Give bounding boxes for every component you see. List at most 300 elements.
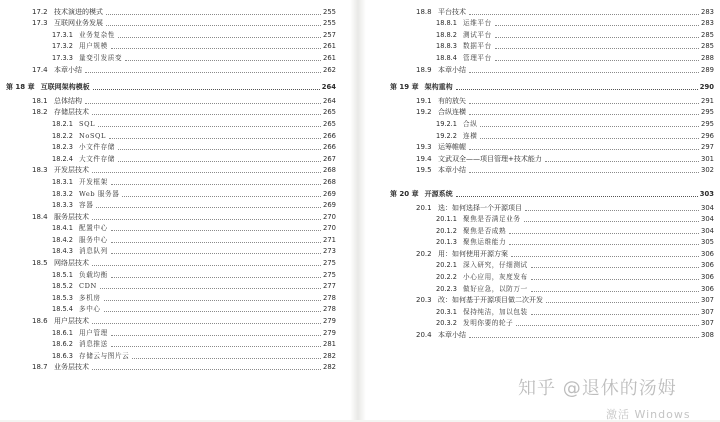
toc-section-entry [390,202,714,214]
page-number: 297 [701,143,714,152]
toc-section-entry [6,95,336,107]
section-number: 17.3.3 [52,53,73,62]
section-number: 18.2.4 [52,154,73,163]
section-title: 总体结构 [54,96,82,105]
dot-leader [92,322,321,324]
page-number: 268 [323,166,336,175]
section-title: 用户层技术 [54,317,89,326]
section-title: 存储云与图片云 [79,351,130,360]
toc-section-entry [6,6,336,18]
section-title: 用：如何使用开源方案 [438,249,508,258]
page-number: 267 [323,154,336,163]
section-number: 18.8.3 [436,42,457,51]
section-title: 管理平台 [463,53,492,62]
toc-subsection-entry [6,246,336,258]
toc-subsection-entry [390,41,714,53]
toc-list-chapter-20 [390,202,714,341]
page-number: 279 [323,317,336,326]
toc-subsection-entry [390,130,714,142]
page-number: 261 [323,53,336,62]
section-number: 20.3.2 [436,319,457,328]
toc-subsection-entry [390,283,714,295]
toc-subsection-entry [6,29,336,41]
page-number: 305 [701,238,714,247]
toc-subsection-entry [6,281,336,293]
toc-section-entry [6,315,336,327]
section-number: 17.2 [32,7,48,16]
section-number: 17.4 [32,65,48,74]
section-title: 开发框架 [79,177,108,186]
dot-leader [111,241,321,243]
dot-leader [480,137,699,139]
section-number: 20.2 [416,249,432,258]
left-page [0,0,350,420]
toc-section-entry [6,107,336,119]
section-title: 存储层技术 [54,108,89,117]
dot-leader [524,220,699,222]
page-number: 270 [323,224,336,233]
section-title: 本章小结 [438,331,466,340]
toc-section-entry [6,211,336,223]
section-title: 开发层技术 [54,166,89,175]
section-number: 18.5.2 [52,282,73,291]
toc-subsection-entry [390,214,714,226]
toc-subsection-entry [6,223,336,235]
section-title: 业务层技术 [54,363,89,372]
section-number: 20.1.2 [436,226,457,235]
dot-leader [104,299,321,301]
page-number: 291 [701,96,714,105]
chapter-number: 第 18 章 [6,83,35,92]
dot-leader [495,59,699,61]
dot-leader [469,336,699,338]
page-number: 257 [323,30,336,39]
dot-leader [495,24,699,26]
page-number: 307 [701,319,714,328]
section-number: 18.4.3 [52,247,73,256]
section-number: 20.1.1 [436,215,457,224]
toc-section-entry [390,107,714,119]
toc-section-entry [6,362,336,374]
dot-leader [531,266,699,268]
toc-subsection-entry [6,176,336,188]
toc-section-entry [390,95,714,107]
section-number: 18.4.1 [52,224,73,233]
section-number: 19.1 [416,96,432,105]
page-number: 289 [701,65,714,74]
dot-leader [92,264,321,266]
page-number: 277 [323,282,336,291]
section-title: 本章小结 [54,65,82,74]
section-title: 量变引发质变 [79,53,123,62]
page-number: 282 [323,351,336,360]
section-number: 18.3 [32,166,48,175]
toc-list-top-left [6,6,336,76]
page-number: 278 [323,305,336,314]
page-number: 283 [701,7,714,16]
dot-leader [85,102,321,104]
page-number: 307 [701,296,714,305]
page-number: 265 [323,108,336,117]
section-number: 18.9 [416,65,432,74]
section-number: 19.5 [416,166,432,175]
dot-leader [111,334,321,336]
chapter-20-heading [390,188,714,200]
dot-leader [546,301,699,303]
section-number: 18.6.1 [52,328,73,337]
section-number: 17.3.2 [52,42,73,51]
right-page [366,0,720,420]
section-title: 小心应用，灰度发布 [463,273,528,282]
section-title: 连横 [463,131,478,140]
toc-subsection-entry [6,269,336,281]
page-number: 306 [701,273,714,282]
section-number: 18.5.3 [52,293,73,302]
page-number: 304 [701,203,714,212]
section-number: 18.2 [32,108,48,117]
section-title: 保持纯洁，加以包装 [463,307,528,316]
page-number: 306 [701,249,714,258]
chapter-19-heading [390,82,714,94]
section-number: 18.3.2 [52,189,73,198]
toc-subsection-entry [6,350,336,362]
dot-leader [480,125,699,127]
section-number: 20.3 [416,296,432,305]
toc-subsection-entry [390,29,714,41]
section-number: 18.2.3 [52,143,73,152]
page-number: 285 [701,30,714,39]
toc-section-entry [390,295,714,307]
dot-leader [109,137,321,139]
section-number: 18.1 [32,96,48,105]
section-title: 测试平台 [463,30,492,39]
section-number: 17.3.1 [52,30,73,39]
toc-subsection-entry [6,292,336,304]
section-number: 20.1.3 [436,238,457,247]
page-number: 301 [701,154,714,163]
dot-leader [531,278,699,280]
page-number: 279 [323,328,336,337]
page-number: 255 [323,19,336,28]
page-number: 295 [701,108,714,117]
page-number: 306 [701,284,714,293]
page-number: 306 [701,261,714,270]
section-title: 聚焦是否满足业务 [463,215,521,224]
toc-subsection-entry [6,52,336,64]
dot-leader [111,183,321,185]
dot-leader [96,206,321,208]
dot-leader [125,59,321,61]
section-number: 17.3 [32,19,48,28]
dot-leader [495,47,699,49]
toc-section-entry [6,257,336,269]
section-title: 运维平台 [463,19,492,28]
chapter-page-number: 290 [699,83,714,92]
toc-subsection-entry [390,306,714,318]
section-number: 20.4 [416,331,432,340]
dot-leader [545,160,699,162]
toc-subsection-entry [390,237,714,249]
section-title: 本章小结 [438,166,466,175]
section-title: 配置中心 [79,224,108,233]
chapter-number: 第 20 章 [390,189,419,198]
dot-leader [456,88,698,90]
toc-subsection-entry [6,327,336,339]
dot-leader [92,218,321,220]
chapter-page-number: 264 [321,83,336,92]
dot-leader [111,276,321,278]
dot-leader [118,160,321,162]
section-title: 做好应急，以防万一 [463,284,528,293]
dot-leader [469,102,699,104]
dot-leader [525,209,699,211]
toc-subsection-entry [6,130,336,142]
section-number: 19.2.2 [436,131,457,140]
section-number: 19.3 [416,143,432,152]
dot-leader [469,71,699,73]
toc-section-entry [390,165,714,177]
section-number: 18.6.2 [52,340,73,349]
toc-subsection-entry [390,271,714,283]
dot-leader [106,13,321,15]
toc-subsection-entry [390,225,714,237]
chapter-18-heading [6,82,336,94]
section-title: 用户规模 [79,42,108,51]
section-number: 18.8.4 [436,53,457,62]
page-number: 296 [701,131,714,140]
toc-subsection-entry [390,318,714,330]
toc-subsection-entry [6,153,336,165]
chapter-title: 互联网架构模板 [40,83,90,92]
activation-watermark: 激活 Windows [606,408,691,421]
section-title: Web 服务器 [79,189,120,198]
dot-leader [469,113,699,115]
dot-leader [106,24,321,26]
section-number: 18.6.3 [52,351,73,360]
section-number: 18.5.4 [52,305,73,314]
section-title: NoSQL [79,131,107,140]
section-number: 18.4.2 [52,235,73,244]
section-title: 小文件存储 [79,143,115,152]
dot-leader [122,195,321,197]
page-number: 264 [323,96,336,105]
book-gutter [350,0,366,420]
section-title: 合纵 [463,119,478,128]
section-title: 有的放矢 [438,96,466,105]
page-number: 268 [323,177,336,186]
section-title: 聚焦是否成熟 [463,226,507,235]
section-number: 18.2.1 [52,119,73,128]
page-number: 281 [323,340,336,349]
page-number: 270 [323,212,336,221]
section-number: 18.5 [32,259,48,268]
section-title: 平台技术 [438,7,466,16]
section-number: 18.8 [416,7,432,16]
section-title: 选：如何选择一个开源项目 [438,203,522,212]
section-title: 互联网业务发展 [54,19,103,28]
dot-leader [100,287,321,289]
section-title: 运筹帷幄 [438,143,466,152]
section-title: 文武双全——项目管理+技术能力 [438,154,542,163]
section-title: 服务层技术 [54,212,89,221]
page-number: 265 [323,119,336,128]
dot-leader [469,13,699,15]
dot-leader [516,324,699,326]
toc-list-chapter-19 [390,95,714,176]
section-title: 服务中心 [79,235,108,244]
dot-leader [118,36,321,38]
page-number: 295 [701,119,714,128]
section-title: 改：如何基于开源项目做二次开发 [438,296,543,305]
toc-section-entry [390,248,714,260]
section-number: 18.2.2 [52,131,73,140]
dot-leader [111,252,321,254]
dot-leader [85,71,321,73]
page-number: 255 [323,7,336,16]
dot-leader [531,313,699,315]
page-number: 261 [323,42,336,51]
section-number: 20.2.2 [436,273,457,282]
section-number: 18.7 [32,363,48,372]
section-title: 聚焦运维能力 [463,238,507,247]
section-number: 20.3.1 [436,307,457,316]
section-title: SQL [79,119,96,128]
dot-leader [92,171,321,173]
page-number: 304 [701,226,714,235]
section-number: 18.3.1 [52,177,73,186]
section-number: 20.2.3 [436,284,457,293]
section-number: 18.8.2 [436,30,457,39]
page-number: 308 [701,331,714,340]
page-number: 304 [701,215,714,224]
section-title: 网络层技术 [54,259,89,268]
toc-subsection-entry [6,200,336,212]
section-title: 容器 [79,201,94,210]
section-number: 18.5.1 [52,270,73,279]
section-number: 20.1 [416,203,432,212]
section-number: 18.3.3 [52,201,73,210]
section-title: 消息推送 [79,340,108,349]
toc-subsection-entry [6,118,336,130]
toc-subsection-entry [6,142,336,154]
dot-leader [92,113,321,115]
section-number: 19.4 [416,154,432,163]
page-number: 282 [323,363,336,372]
section-title: 数据平台 [463,42,492,51]
page-number: 262 [323,65,336,74]
section-title: CDN [79,282,97,291]
toc-section-entry [6,165,336,177]
dot-leader [132,357,321,359]
section-title: 多机房 [79,293,101,302]
watermark: 知乎 @退休的汤姆 [518,378,677,399]
toc-subsection-entry [390,52,714,64]
toc-subsection-entry [6,41,336,53]
toc-subsection-entry [6,304,336,316]
dot-leader [531,290,699,292]
page-number: 269 [323,189,336,198]
page-number: 288 [701,53,714,62]
toc-subsection-entry [6,188,336,200]
section-number: 19.2.1 [436,119,457,128]
section-title: 多中心 [79,305,101,314]
section-title: 深入研究，仔细测试 [463,261,528,270]
section-title: 业务复杂性 [79,30,115,39]
dot-leader [469,171,699,173]
toc-section-entry [6,64,336,76]
section-title: 负载均衡 [79,270,108,279]
toc-list-chapter-18 [6,95,336,373]
toc-subsection-entry [390,260,714,272]
page-number: 307 [701,307,714,316]
dot-leader [509,243,699,245]
page-number: 278 [323,293,336,302]
page-number: 266 [323,143,336,152]
page-number: 275 [323,270,336,279]
dot-leader [469,148,699,150]
dot-leader [495,36,699,38]
toc-section-entry [390,64,714,76]
section-number: 18.6 [32,317,48,326]
page-number: 271 [323,235,336,244]
chapter-number: 第 19 章 [390,83,419,92]
section-number: 18.4 [32,212,48,221]
toc-subsection-entry [390,118,714,130]
page-number: 302 [701,166,714,175]
toc-section-entry [390,6,714,18]
dot-leader [511,255,699,257]
section-number: 19.2 [416,108,432,117]
dot-leader [98,125,321,127]
section-title: 本章小结 [438,65,466,74]
section-title: 消息队列 [79,247,108,256]
dot-leader [118,148,321,150]
chapter-title: 架构重构 [424,83,453,92]
page-number: 269 [323,201,336,210]
toc-subsection-entry [6,339,336,351]
toc-subsection-entry [390,18,714,30]
chapter-page-number: 303 [699,189,714,198]
chapter-title: 开源系统 [424,189,453,198]
dot-leader [456,195,698,197]
page-number: 273 [323,247,336,256]
section-title: 技术演进的模式 [54,7,103,16]
section-number: 20.2.1 [436,261,457,270]
dot-leader [111,47,321,49]
section-title: 大文件存储 [79,154,115,163]
page-number: 285 [701,42,714,51]
toc-subsection-entry [6,234,336,246]
toc-section-entry [6,18,336,30]
section-title: 合纵连横 [438,108,466,117]
page-number: 266 [323,131,336,140]
section-title: 用户管理 [79,328,108,337]
section-number: 18.8.1 [436,19,457,28]
dot-leader [104,310,321,312]
toc-section-entry [390,142,714,154]
dot-leader [93,88,320,90]
dot-leader [509,232,699,234]
page-number: 283 [701,19,714,28]
toc-list-top-right [390,6,714,76]
dot-leader [111,229,321,231]
toc-section-entry [390,329,714,341]
section-title: 发明你要的轮子 [463,319,514,328]
dot-leader [92,368,321,370]
toc-section-entry [390,153,714,165]
page-number: 275 [323,259,336,268]
dot-leader [111,345,321,347]
